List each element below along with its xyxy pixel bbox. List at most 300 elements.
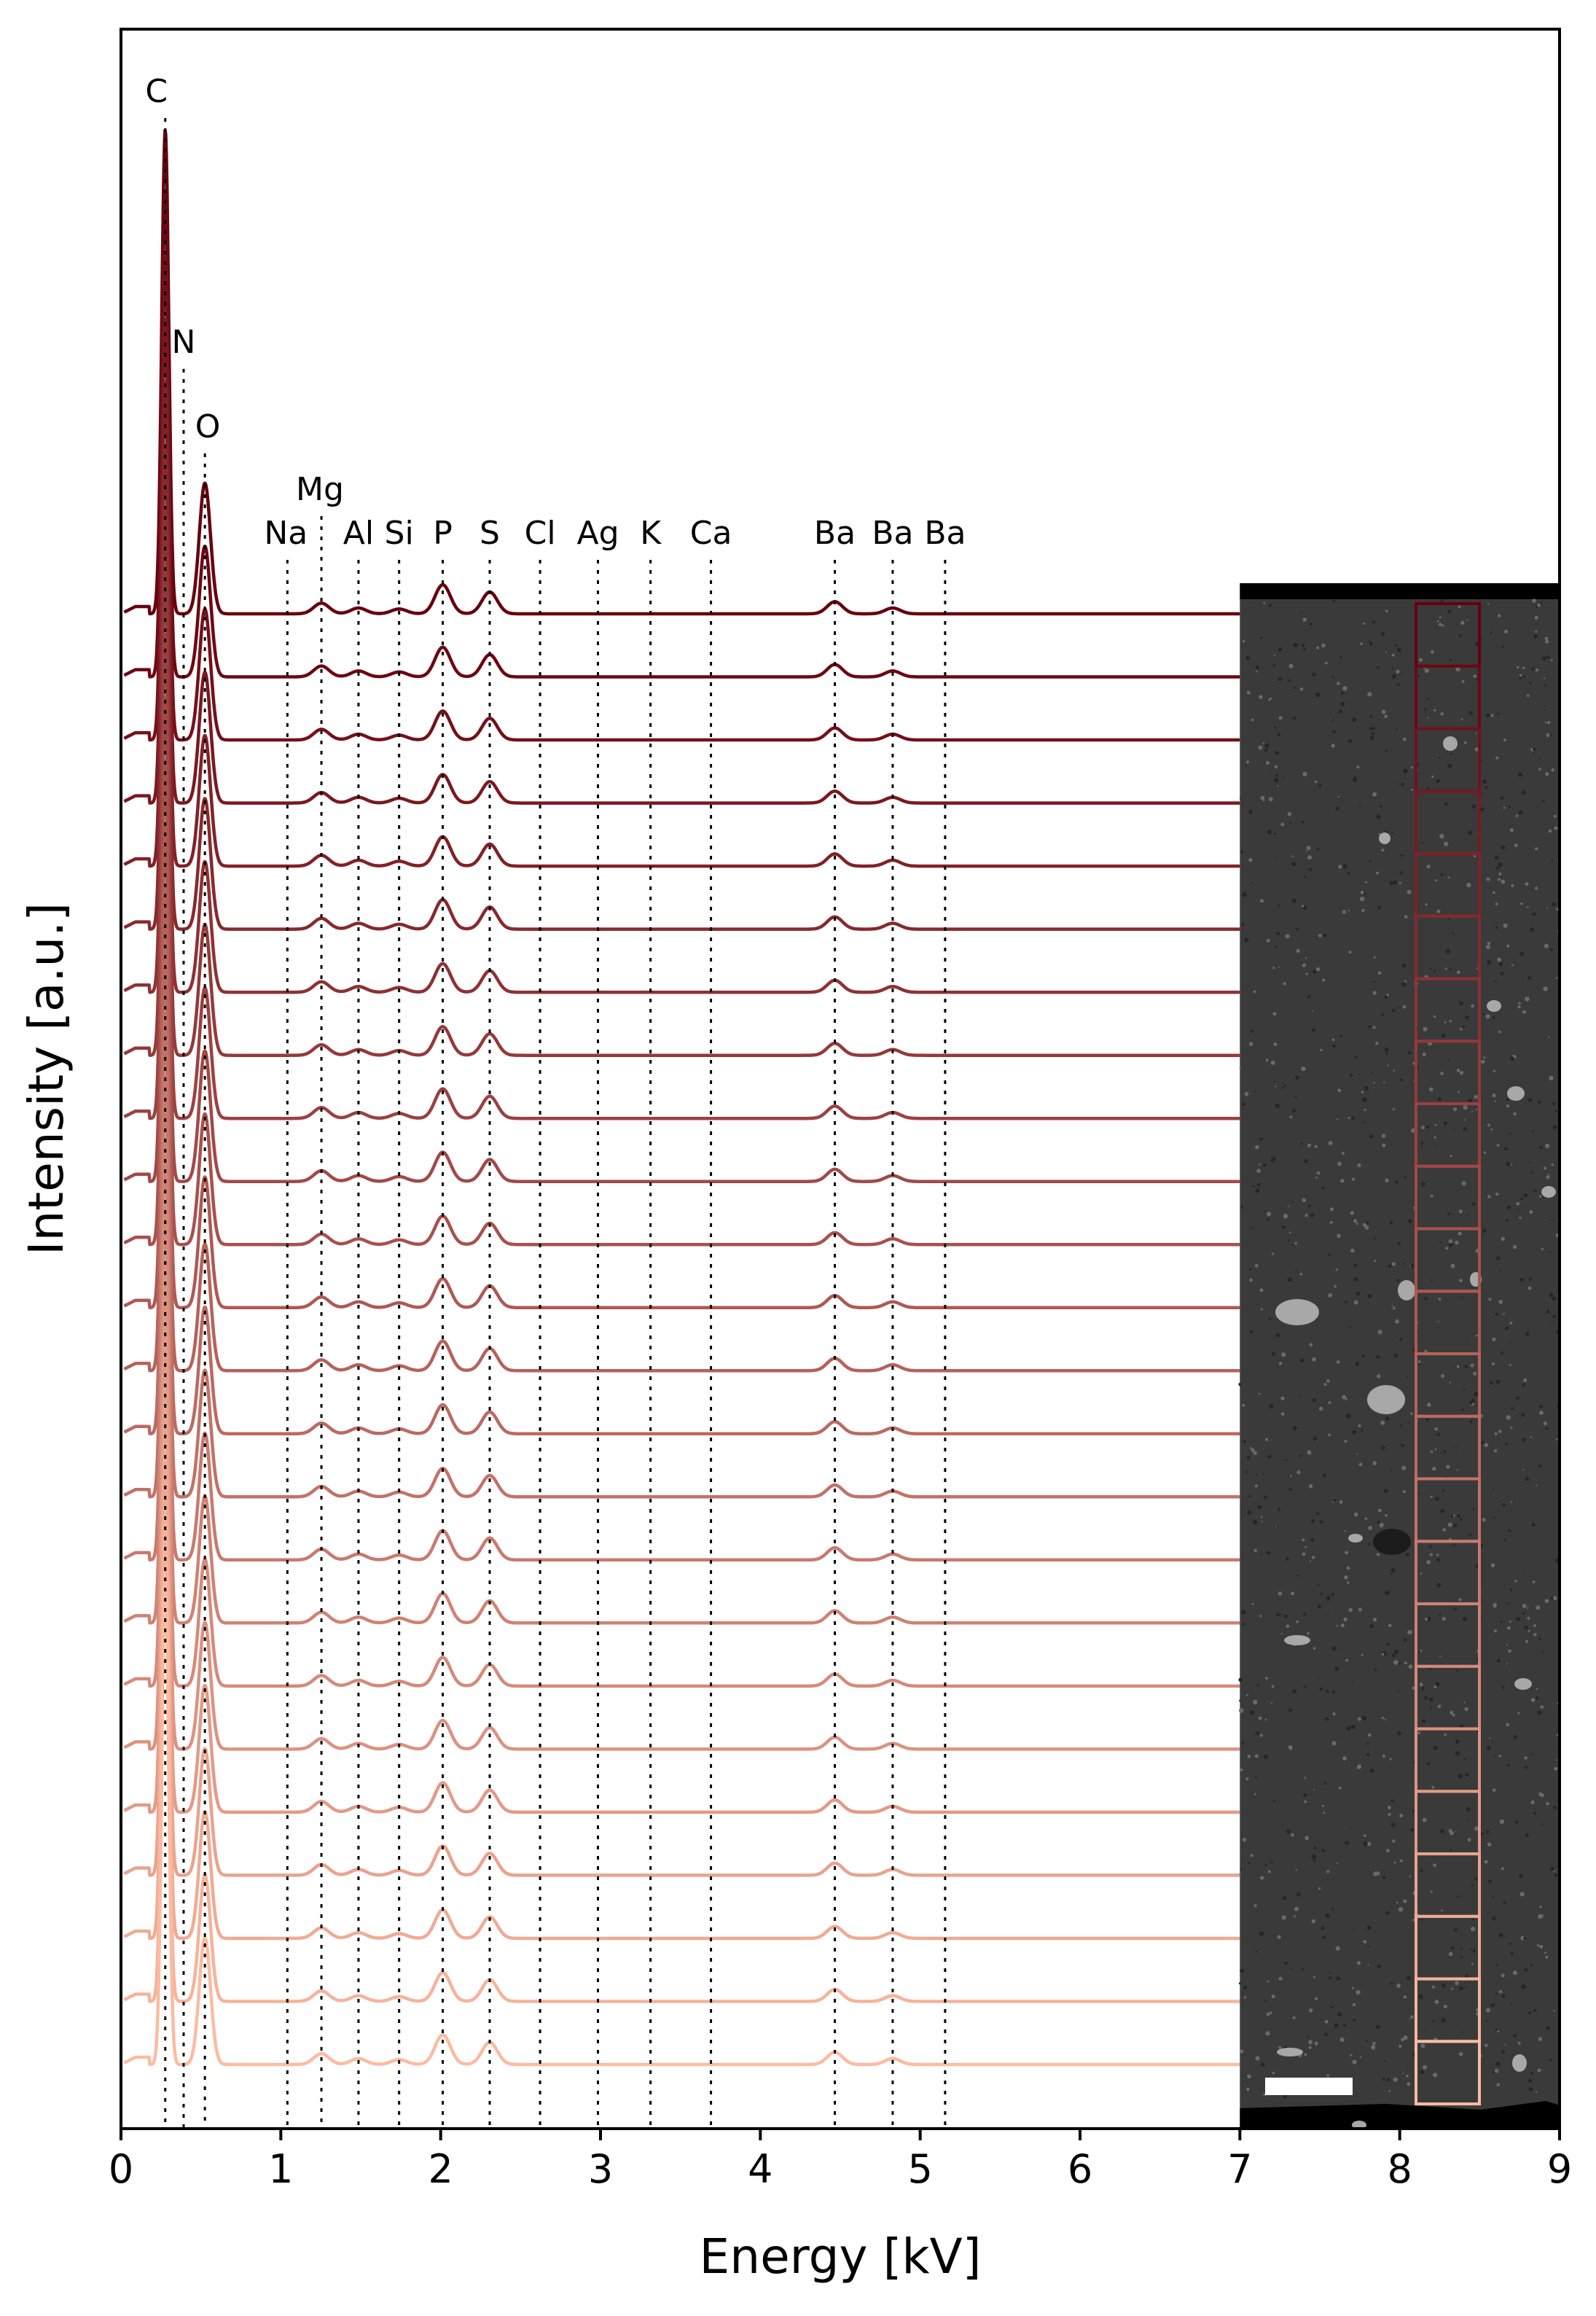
sem-speckle (1407, 1630, 1412, 1634)
sem-speckle (1261, 796, 1265, 800)
sem-speckle (1517, 1712, 1519, 1715)
sem-speckle (1395, 1319, 1399, 1324)
sem-speckle (1331, 744, 1334, 747)
sem-speckle (1314, 1847, 1317, 1849)
sem-speckle (1270, 2011, 1272, 2014)
sem-speckle (1459, 1002, 1463, 1006)
sem-speckle (1408, 1051, 1412, 1055)
sem-speckle (1498, 878, 1501, 881)
sem-speckle (1441, 1909, 1443, 1911)
sem-speckle (1482, 779, 1487, 784)
sem-speckle (1487, 1746, 1491, 1750)
sem-speckle (1385, 750, 1388, 752)
sem-speckle (1280, 823, 1284, 827)
sem-speckle (1347, 1581, 1350, 1584)
sem-speckle (1380, 805, 1382, 808)
sem-speckle (1436, 1433, 1440, 1437)
sem-speckle (1494, 1449, 1497, 1452)
element-label-c-0: C (145, 73, 168, 110)
sem-speckle (1510, 1322, 1513, 1325)
sem-speckle (1403, 2073, 1404, 2074)
sem-speckle (1450, 968, 1452, 970)
sem-speckle (1503, 807, 1506, 809)
sem-speckle (1242, 1404, 1245, 1407)
sem-speckle (1445, 1247, 1448, 1249)
sem-speckle (1440, 1829, 1444, 1833)
sem-speckle (1472, 804, 1476, 808)
sem-speckle (1533, 913, 1536, 916)
sem-speckle (1388, 2090, 1390, 2092)
sem-speckle (1251, 1854, 1253, 1857)
sem-speckle (1503, 738, 1506, 741)
sem-speckle (1417, 764, 1420, 766)
sem-speckle (1465, 1015, 1469, 1020)
sem-speckle (1537, 1711, 1541, 1715)
sem-speckle (1272, 1157, 1276, 1161)
sem-speckle (1309, 1484, 1313, 1488)
sem-speckle (1452, 932, 1454, 935)
sem-speckle (1372, 620, 1375, 623)
sem-speckle (1551, 1220, 1552, 1221)
sem-speckle (1536, 1605, 1540, 1610)
sem-speckle (1240, 1769, 1243, 1771)
sem-speckle (1545, 722, 1547, 724)
sem-speckle (1353, 2060, 1357, 2064)
sem-speckle (1439, 1656, 1441, 1657)
sem-speckle (1545, 637, 1549, 641)
sem-speckle (1305, 957, 1307, 959)
sem-speckle (1259, 1717, 1262, 1720)
sem-speckle (1339, 1787, 1342, 1790)
sem-speckle (1351, 1117, 1355, 1120)
sem-speckle (1307, 1144, 1311, 1147)
sem-speckle (1395, 644, 1397, 647)
sem-speckle (1495, 1313, 1498, 1317)
sem-speckle (1383, 1081, 1385, 1083)
sem-speckle (1497, 712, 1499, 714)
sem-speckle (1307, 2036, 1309, 2038)
sem-speckle (1552, 1319, 1553, 1321)
sem-speckle (1450, 753, 1452, 755)
sem-speckle (1503, 1687, 1505, 1689)
sem-speckle (1251, 883, 1252, 884)
sem-speckle (1353, 1263, 1357, 1267)
sem-speckle (1378, 972, 1382, 975)
sem-speckle (1244, 937, 1248, 942)
sem-speckle (1284, 1615, 1288, 1618)
sem-speckle (1508, 1529, 1511, 1532)
sem-speckle (1391, 667, 1393, 669)
sem-speckle (1264, 744, 1269, 748)
sem-speckle (1491, 2003, 1495, 2007)
sem-speckle (1392, 674, 1396, 679)
sem-speckle (1401, 854, 1403, 857)
sem-speckle (1404, 1638, 1407, 1641)
sem-speckle (1469, 1401, 1473, 1405)
sem-speckle (1260, 1554, 1262, 1556)
sem-speckle (1257, 1684, 1259, 1686)
sem-speckle (1335, 1666, 1339, 1671)
sem-speckle (1525, 1332, 1530, 1336)
sem-speckle (1455, 1751, 1460, 1755)
sem-speckle (1423, 1027, 1428, 1032)
sem-speckle (1315, 781, 1318, 784)
sem-speckle (1334, 1500, 1336, 1502)
sem-speckle (1400, 1078, 1403, 1081)
sem-speckle (1537, 604, 1541, 607)
sem-speckle (1353, 2019, 1356, 2022)
element-label-ba-15: Ba (924, 515, 966, 552)
sem-speckle (1449, 1829, 1452, 1833)
sem-speckle (1418, 1360, 1421, 1363)
sem-speckle (1279, 1362, 1283, 1365)
sem-speckle (1458, 605, 1461, 608)
sem-speckle (1260, 1876, 1264, 1879)
sem-speckle (1293, 716, 1296, 720)
sem-speckle (1420, 1572, 1423, 1575)
sem-speckle (1276, 1239, 1278, 1241)
sem-speckle (1312, 1919, 1315, 1923)
sem-speckle (1403, 1490, 1406, 1493)
sem-speckle (1358, 1717, 1361, 1721)
sem-speckle (1490, 714, 1493, 717)
sem-speckle (1318, 934, 1322, 937)
sem-speckle (1437, 1583, 1442, 1587)
sem-speckle (1471, 1884, 1474, 1887)
sem-speckle (1338, 1088, 1342, 1092)
sem-speckle (1364, 893, 1366, 895)
sem-speckle (1522, 1469, 1524, 1470)
sem-speckle (1455, 1981, 1459, 1986)
sem-speckle (1455, 1447, 1457, 1449)
sem-speckle (1433, 1863, 1436, 1867)
sem-speckle (1546, 1427, 1548, 1430)
sem-speckle (1532, 1131, 1534, 1133)
sem-speckle (1448, 1059, 1450, 1061)
sem-speckle (1544, 1166, 1546, 1169)
sem-speckle (1301, 1968, 1304, 1971)
sem-speckle (1513, 1735, 1517, 1739)
sem-speckle (1242, 1102, 1245, 1106)
sem-speckle (1525, 1766, 1527, 1769)
sem-speckle (1278, 1591, 1283, 1596)
sem-speckle (1465, 1773, 1468, 1777)
sem-speckle (1484, 2044, 1488, 2048)
sem-speckle (1442, 1489, 1444, 1492)
sem-speckle (1554, 827, 1558, 830)
sem-speckle (1474, 1392, 1478, 1396)
sem-speckle (1499, 1755, 1501, 1757)
sem-speckle (1353, 1928, 1354, 1930)
sem-speckle (1312, 1855, 1316, 1859)
sem-speckle (1292, 1689, 1296, 1693)
sem-speckle (1385, 652, 1387, 653)
sem-speckle (1466, 1819, 1468, 1820)
sem-speckle (1450, 1711, 1453, 1715)
sem-speckle (1347, 1726, 1351, 1731)
sem-speckle (1421, 1182, 1425, 1186)
sem-speckle (1535, 847, 1538, 850)
sem-speckle (1453, 1544, 1455, 1546)
sem-speckle (1556, 977, 1558, 979)
sem-speckle (1341, 692, 1344, 695)
sem-speckle (1337, 1360, 1340, 1364)
sem-speckle (1373, 1461, 1377, 1465)
sem-speckle (1267, 2013, 1270, 2016)
sem-speckle (1427, 717, 1428, 718)
sem-speckle (1317, 1171, 1321, 1175)
sem-speckle (1368, 1526, 1372, 1530)
sem-speckle (1492, 1917, 1496, 1921)
sem-speckle (1462, 680, 1465, 683)
sem-speckle (1433, 2073, 1437, 2077)
sem-speckle (1385, 2060, 1386, 2062)
sem-speckle (1419, 658, 1423, 662)
sem-speckle (1461, 718, 1463, 720)
element-label-al-5: Al (343, 515, 375, 552)
sem-speckle (1441, 1374, 1444, 1378)
sem-speckle (1265, 1865, 1267, 1867)
sem-speckle (1272, 1012, 1276, 1015)
sem-speckle (1390, 1982, 1393, 1985)
sem-speckle (1407, 2082, 1410, 2086)
element-label-ba-13: Ba (813, 515, 856, 552)
element-label-ag-10: Ag (576, 515, 619, 552)
sem-speckle (1303, 617, 1307, 621)
x-tick-label-6: 6 (1067, 2146, 1093, 2192)
sem-speckle (1308, 2040, 1313, 2044)
sem-speckle (1460, 1028, 1462, 1030)
sem-speckle (1329, 1976, 1331, 1979)
sem-speckle (1448, 918, 1450, 920)
sem-speckle (1393, 1660, 1398, 1664)
sem-speckle (1302, 772, 1307, 776)
sem-speckle (1455, 902, 1457, 903)
sem-speckle (1528, 2079, 1532, 2083)
sem-speckle (1385, 1591, 1389, 1595)
sem-speckle (1496, 867, 1499, 870)
sem-speckle (1539, 1411, 1544, 1415)
sem-speckle (1276, 1613, 1280, 1616)
sem-speckle (1391, 1799, 1394, 1802)
sem-speckle (1278, 733, 1280, 736)
sem-speckle (1321, 1593, 1323, 1595)
sem-speckle (1316, 967, 1320, 971)
sem-speckle (1522, 1439, 1525, 1442)
sem-speckle (1486, 945, 1490, 949)
sem-speckle (1331, 1908, 1334, 1910)
sem-speckle (1241, 1610, 1245, 1615)
sem-speckle (1273, 664, 1275, 666)
sem-speckle (1337, 682, 1340, 685)
sem-speckle (1270, 698, 1272, 700)
sem-speckle (1302, 905, 1304, 907)
sem-speckle (1302, 1553, 1306, 1556)
sem-speckle (1433, 709, 1436, 711)
sem-speckle (1485, 2020, 1487, 2022)
sem-speckle (1501, 1621, 1503, 1623)
sem-particle (1284, 1635, 1310, 1645)
sem-speckle (1431, 1279, 1433, 1282)
sem-speckle (1369, 715, 1372, 718)
sem-speckle (1435, 879, 1437, 881)
sem-speckle (1261, 1521, 1262, 1522)
sem-speckle (1464, 1119, 1466, 1120)
sem-speckle (1385, 1719, 1386, 1720)
sem-speckle (1474, 1095, 1477, 1099)
sem-speckle (1361, 1091, 1364, 1094)
sem-speckle (1260, 1137, 1263, 1140)
sem-speckle (1444, 803, 1447, 806)
sem-speckle (1324, 1383, 1327, 1386)
sem-speckle (1284, 1962, 1287, 1965)
sem-speckle (1554, 815, 1557, 818)
sem-speckle (1274, 778, 1278, 782)
sem-speckle (1264, 749, 1268, 752)
sem-speckle (1397, 684, 1400, 687)
sem-speckle (1430, 968, 1431, 970)
sem-speckle (1329, 1141, 1333, 1145)
sem-speckle (1546, 1145, 1549, 1147)
sem-speckle (1352, 717, 1356, 722)
sem-speckle (1501, 796, 1504, 800)
sem-speckle (1392, 1009, 1395, 1012)
sem-speckle (1435, 1449, 1437, 1451)
sem-speckle (1332, 720, 1334, 722)
sem-speckle (1397, 1731, 1401, 1736)
sem-speckle (1352, 1430, 1356, 1435)
sem-speckle (1288, 1239, 1290, 1241)
sem-speckle (1498, 873, 1501, 876)
sem-speckle (1281, 1633, 1283, 1634)
sem-speckle (1470, 1420, 1473, 1423)
sem-speckle (1397, 783, 1399, 784)
sem-speckle (1521, 1984, 1525, 1989)
x-tick-label-3: 3 (587, 2146, 614, 2192)
sem-speckle (1263, 602, 1265, 604)
sem-speckle (1390, 1221, 1393, 1224)
sem-speckle (1266, 1059, 1269, 1062)
sem-speckle (1376, 2025, 1380, 2029)
sem-speckle (1272, 1252, 1274, 1255)
sem-speckle (1433, 1015, 1436, 1018)
sem-speckle (1333, 1712, 1336, 1715)
sem-speckle (1267, 1455, 1271, 1459)
sem-speckle (1546, 908, 1548, 909)
sem-speckle (1544, 944, 1549, 948)
sem-speckle (1318, 1677, 1319, 1679)
sem-speckle (1538, 1637, 1541, 1640)
sem-speckle (1527, 976, 1531, 980)
sem-speckle (1303, 1613, 1306, 1615)
sem-speckle (1334, 2024, 1339, 2028)
sem-speckle (1450, 1849, 1452, 1851)
sem-speckle (1458, 1232, 1462, 1236)
sem-speckle (1509, 1133, 1511, 1135)
sem-speckle (1365, 1517, 1368, 1520)
sem-speckle (1393, 2078, 1398, 2082)
sem-inset (1238, 583, 1560, 2130)
sem-speckle (1272, 967, 1275, 969)
sem-speckle (1354, 1277, 1358, 1282)
sem-speckle (1439, 1241, 1441, 1243)
sem-speckle (1248, 1862, 1250, 1864)
sem-speckle (1425, 709, 1427, 711)
sem-speckle (1549, 1293, 1554, 1298)
sem-speckle (1275, 1333, 1280, 1338)
sem-speckle (1460, 1071, 1463, 1075)
sem-speckle (1369, 1134, 1373, 1138)
sem-speckle (1481, 1060, 1484, 1064)
sem-speckle (1556, 1438, 1558, 1440)
sem-speckle (1291, 862, 1296, 866)
sem-speckle (1425, 2028, 1426, 2030)
sem-speckle (1506, 1099, 1509, 1101)
sem-particle (1275, 1299, 1319, 1325)
sem-speckle (1399, 1338, 1402, 1341)
sem-speckle (1544, 685, 1546, 687)
sem-speckle (1369, 1624, 1374, 1629)
sem-speckle (1471, 1364, 1474, 1368)
sem-speckle (1431, 1786, 1434, 1789)
sem-speckle (1441, 599, 1444, 602)
sem-speckle (1423, 1818, 1427, 1822)
sem-speckle (1471, 1949, 1473, 1951)
sem-speckle (1519, 1874, 1522, 1878)
sem-speckle (1242, 892, 1246, 897)
sem-speckle (1455, 1831, 1457, 1833)
sem-speckle (1332, 1646, 1337, 1650)
sem-speckle (1506, 1723, 1509, 1727)
sem-speckle (1430, 1707, 1432, 1709)
sem-speckle (1460, 1948, 1463, 1950)
sem-speckle (1364, 1086, 1369, 1091)
sem-speckle (1525, 997, 1529, 1001)
sem-speckle (1409, 1664, 1413, 1669)
sem-speckle (1302, 1538, 1304, 1541)
sem-speckle (1498, 1430, 1502, 1433)
sem-speckle (1337, 1863, 1338, 1864)
sem-speckle (1430, 1553, 1433, 1556)
sem-speckle (1256, 666, 1259, 669)
sem-speckle (1364, 1771, 1366, 1772)
sem-speckle (1358, 1424, 1361, 1427)
sem-speckle (1278, 905, 1280, 907)
sem-speckle (1440, 1509, 1444, 1513)
sem-speckle (1506, 1415, 1511, 1419)
sem-speckle (1324, 1782, 1326, 1784)
sem-speckle (1533, 1633, 1537, 1637)
sem-speckle (1503, 1313, 1505, 1315)
sem-speckle (1358, 1074, 1359, 1075)
sem-speckle (1503, 1901, 1506, 1904)
sem-speckle (1453, 1524, 1458, 1528)
sem-speckle (1417, 675, 1420, 677)
sem-speckle (1313, 1647, 1316, 1650)
sem-speckle (1524, 1193, 1527, 1197)
sem-speckle (1538, 1914, 1542, 1919)
sem-speckle (1553, 1596, 1557, 1600)
sem-speckle (1441, 1452, 1442, 1454)
sem-speckle (1538, 2037, 1542, 2040)
sem-speckle (1272, 1352, 1275, 1355)
sem-speckle (1457, 971, 1460, 975)
sem-speckle (1360, 2056, 1361, 2058)
sem-speckle (1248, 858, 1252, 862)
sem-speckle (1439, 623, 1442, 627)
sem-speckle (1537, 1944, 1539, 1946)
sem-speckle (1340, 1035, 1343, 1038)
